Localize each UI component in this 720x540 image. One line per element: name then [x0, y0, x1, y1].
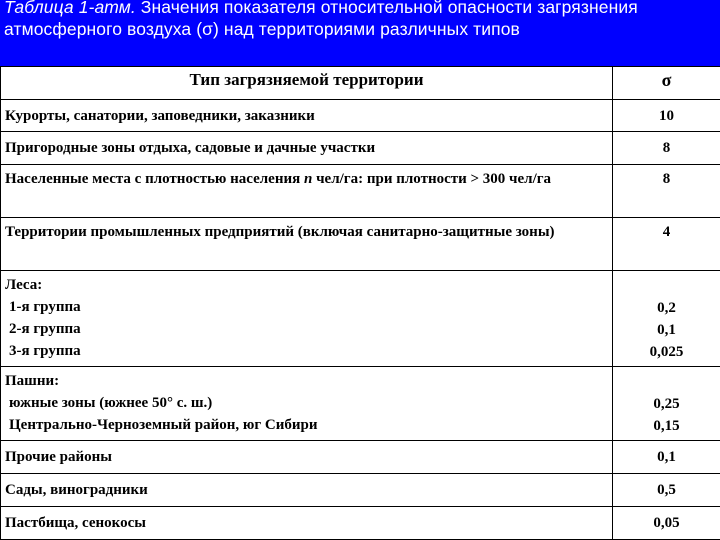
territory-text: чел/га: при плотности > 300 чел/га: [312, 171, 552, 187]
table-caption: [4, 0, 718, 40]
subitem: 3-я группа: [9, 343, 81, 359]
territory-cell: [1, 367, 613, 441]
territory-cell: Пастбища, сенокосы: [1, 507, 613, 540]
territory-cell: Сады, виноградники: [1, 474, 613, 507]
table-header-row: [1, 67, 720, 100]
territory-cell: Прочие районы: [1, 441, 613, 474]
subitem: 2-я группа: [9, 321, 81, 337]
sigma-value: 0,1: [657, 322, 676, 338]
sigma-cell: 8: [613, 132, 720, 165]
sigma-cell: 0,5: [613, 474, 720, 507]
sigma-value: 0,15: [653, 418, 680, 434]
sigma-cell: [613, 367, 720, 441]
subitem: южные зоны (южнее 50° с. ш.): [9, 395, 213, 411]
territory-cell: Территории промышленных предприятий (включая санитарно-защитные зоны): [1, 218, 613, 271]
density-variable: n: [303, 171, 313, 187]
table-row: [1, 507, 720, 540]
territory-cell: [1, 165, 613, 218]
table-row: [1, 100, 720, 132]
territory-cell: Курорты, санатории, заповедники, заказники: [1, 100, 613, 132]
sigma-cell: 0,05: [613, 507, 720, 540]
table-row: [1, 132, 720, 165]
table-caption-lead: Таблица 1-атм.: [4, 0, 136, 17]
table-row: [1, 165, 720, 218]
subitem: 1-я группа: [9, 299, 81, 315]
sigma-cell: 4: [613, 218, 720, 271]
table-caption-rest: Значения показателя относительной опасности загрязнения атмосферного воздуха (σ) над территориями различных типов: [4, 0, 638, 39]
territory-text: Населенные места с плотностью населения: [5, 171, 304, 187]
sigma-cell: 8: [613, 165, 720, 218]
sigma-value: 0,025: [649, 344, 684, 360]
sigma-cell: [613, 271, 720, 367]
table-row: [1, 367, 720, 441]
group-heading: Леса:: [5, 277, 43, 293]
subitem: Центрально-Черноземный район, юг Сибири: [9, 417, 318, 433]
sigma-value: 0,2: [657, 300, 676, 316]
group-heading: Пашни:: [5, 373, 60, 389]
table-row: [1, 441, 720, 474]
territory-cell: [1, 271, 613, 367]
sigma-cell: 0,1: [613, 441, 720, 474]
table-row: [1, 474, 720, 507]
header-sigma: σ: [613, 67, 720, 100]
sigma-value: 0,25: [653, 396, 680, 412]
table-row: [1, 271, 720, 367]
sigma-cell: 10: [613, 100, 720, 132]
table-row: [1, 218, 720, 271]
territory-cell: Пригородные зоны отдыха, садовые и дачные участки: [1, 132, 613, 165]
header-territory: Тип загрязняемой территории: [1, 67, 613, 100]
danger-table: [0, 66, 720, 540]
